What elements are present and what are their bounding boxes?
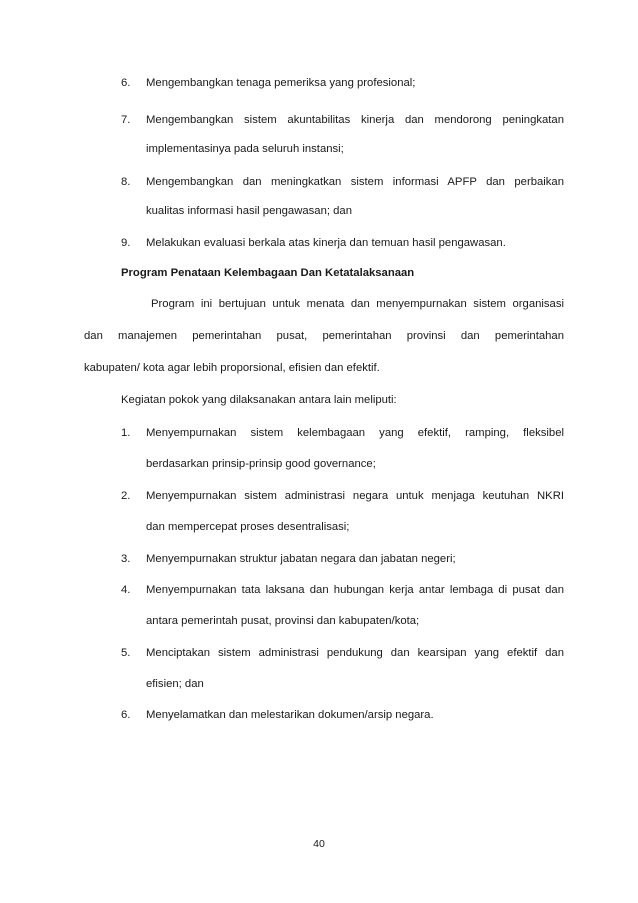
list-item-text-continued: antara pemerintah pusat, provinsi dan kabupaten/kota; — [146, 615, 420, 627]
list-item-text-continued: implementasinya pada seluruh instansi; — [146, 143, 344, 155]
intro-text: Kegiatan pokok yang dilaksanakan antara lain meliputi: — [121, 394, 397, 406]
list-item-text: Mengembangkan sistem akuntabilitas kinerja dan mendorong peningkatan — [146, 114, 564, 126]
list-item-number: 8. — [121, 176, 131, 188]
list-item-text: Menyempurnakan sistem administrasi negara untuk menjaga keutuhan NKRI — [146, 490, 564, 502]
list-item-number: 6. — [121, 709, 131, 721]
page-number: 40 — [313, 838, 325, 850]
list-item-text: Menciptakan sistem administrasi pendukung dan kearsipan yang efektif dan — [146, 647, 564, 659]
list-item-text: Melakukan evaluasi berkala atas kinerja dan temuan hasil pengawasan. — [146, 237, 506, 249]
list-item-number: 3. — [121, 553, 131, 565]
list-item-number: 6. — [121, 77, 131, 89]
list-item-text: Mengembangkan dan meningkatkan sistem informasi APFP dan perbaikan — [146, 176, 564, 188]
paragraph-line: Program ini bertujuan untuk menata dan menyempurnakan sistem organisasi — [151, 298, 564, 310]
list-item-text-continued: kualitas informasi hasil pengawasan; dan — [146, 205, 352, 217]
list-item-text: Menyempurnakan sistem kelembagaan yang efektif, ramping, fleksibel — [146, 427, 564, 439]
paragraph-line: dan manajemen pemerintahan pusat, pemerintahan provinsi dan pemerintahan — [84, 330, 564, 342]
list-item-number: 4. — [121, 584, 131, 596]
list-item-number: 1. — [121, 427, 131, 439]
list-item-text: Menyempurnakan tata laksana dan hubungan kerja antar lembaga di pusat dan — [146, 584, 564, 596]
list-item-text: Mengembangkan tenaga pemeriksa yang profesional; — [146, 77, 416, 89]
list-item-text: Menyelamatkan dan melestarikan dokumen/arsip negara. — [146, 709, 434, 721]
list-item-number: 7. — [121, 114, 131, 126]
list-item-number: 9. — [121, 237, 131, 249]
list-item-number: 5. — [121, 647, 131, 659]
paragraph-line: kabupaten/ kota agar lebih proporsional, efisien dan efektif. — [84, 362, 380, 374]
list-item-text-continued: berdasarkan prinsip-prinsip good governance; — [146, 458, 376, 470]
list-item-text: Menyempurnakan struktur jabatan negara dan jabatan negeri; — [146, 553, 456, 565]
list-item-number: 2. — [121, 490, 131, 502]
list-item-text-continued: dan mempercepat proses desentralisasi; — [146, 521, 350, 533]
list-item-text-continued: efisien; dan — [146, 678, 204, 690]
section-heading: Program Penataan Kelembagaan Dan Ketatalaksanaan — [121, 267, 415, 279]
